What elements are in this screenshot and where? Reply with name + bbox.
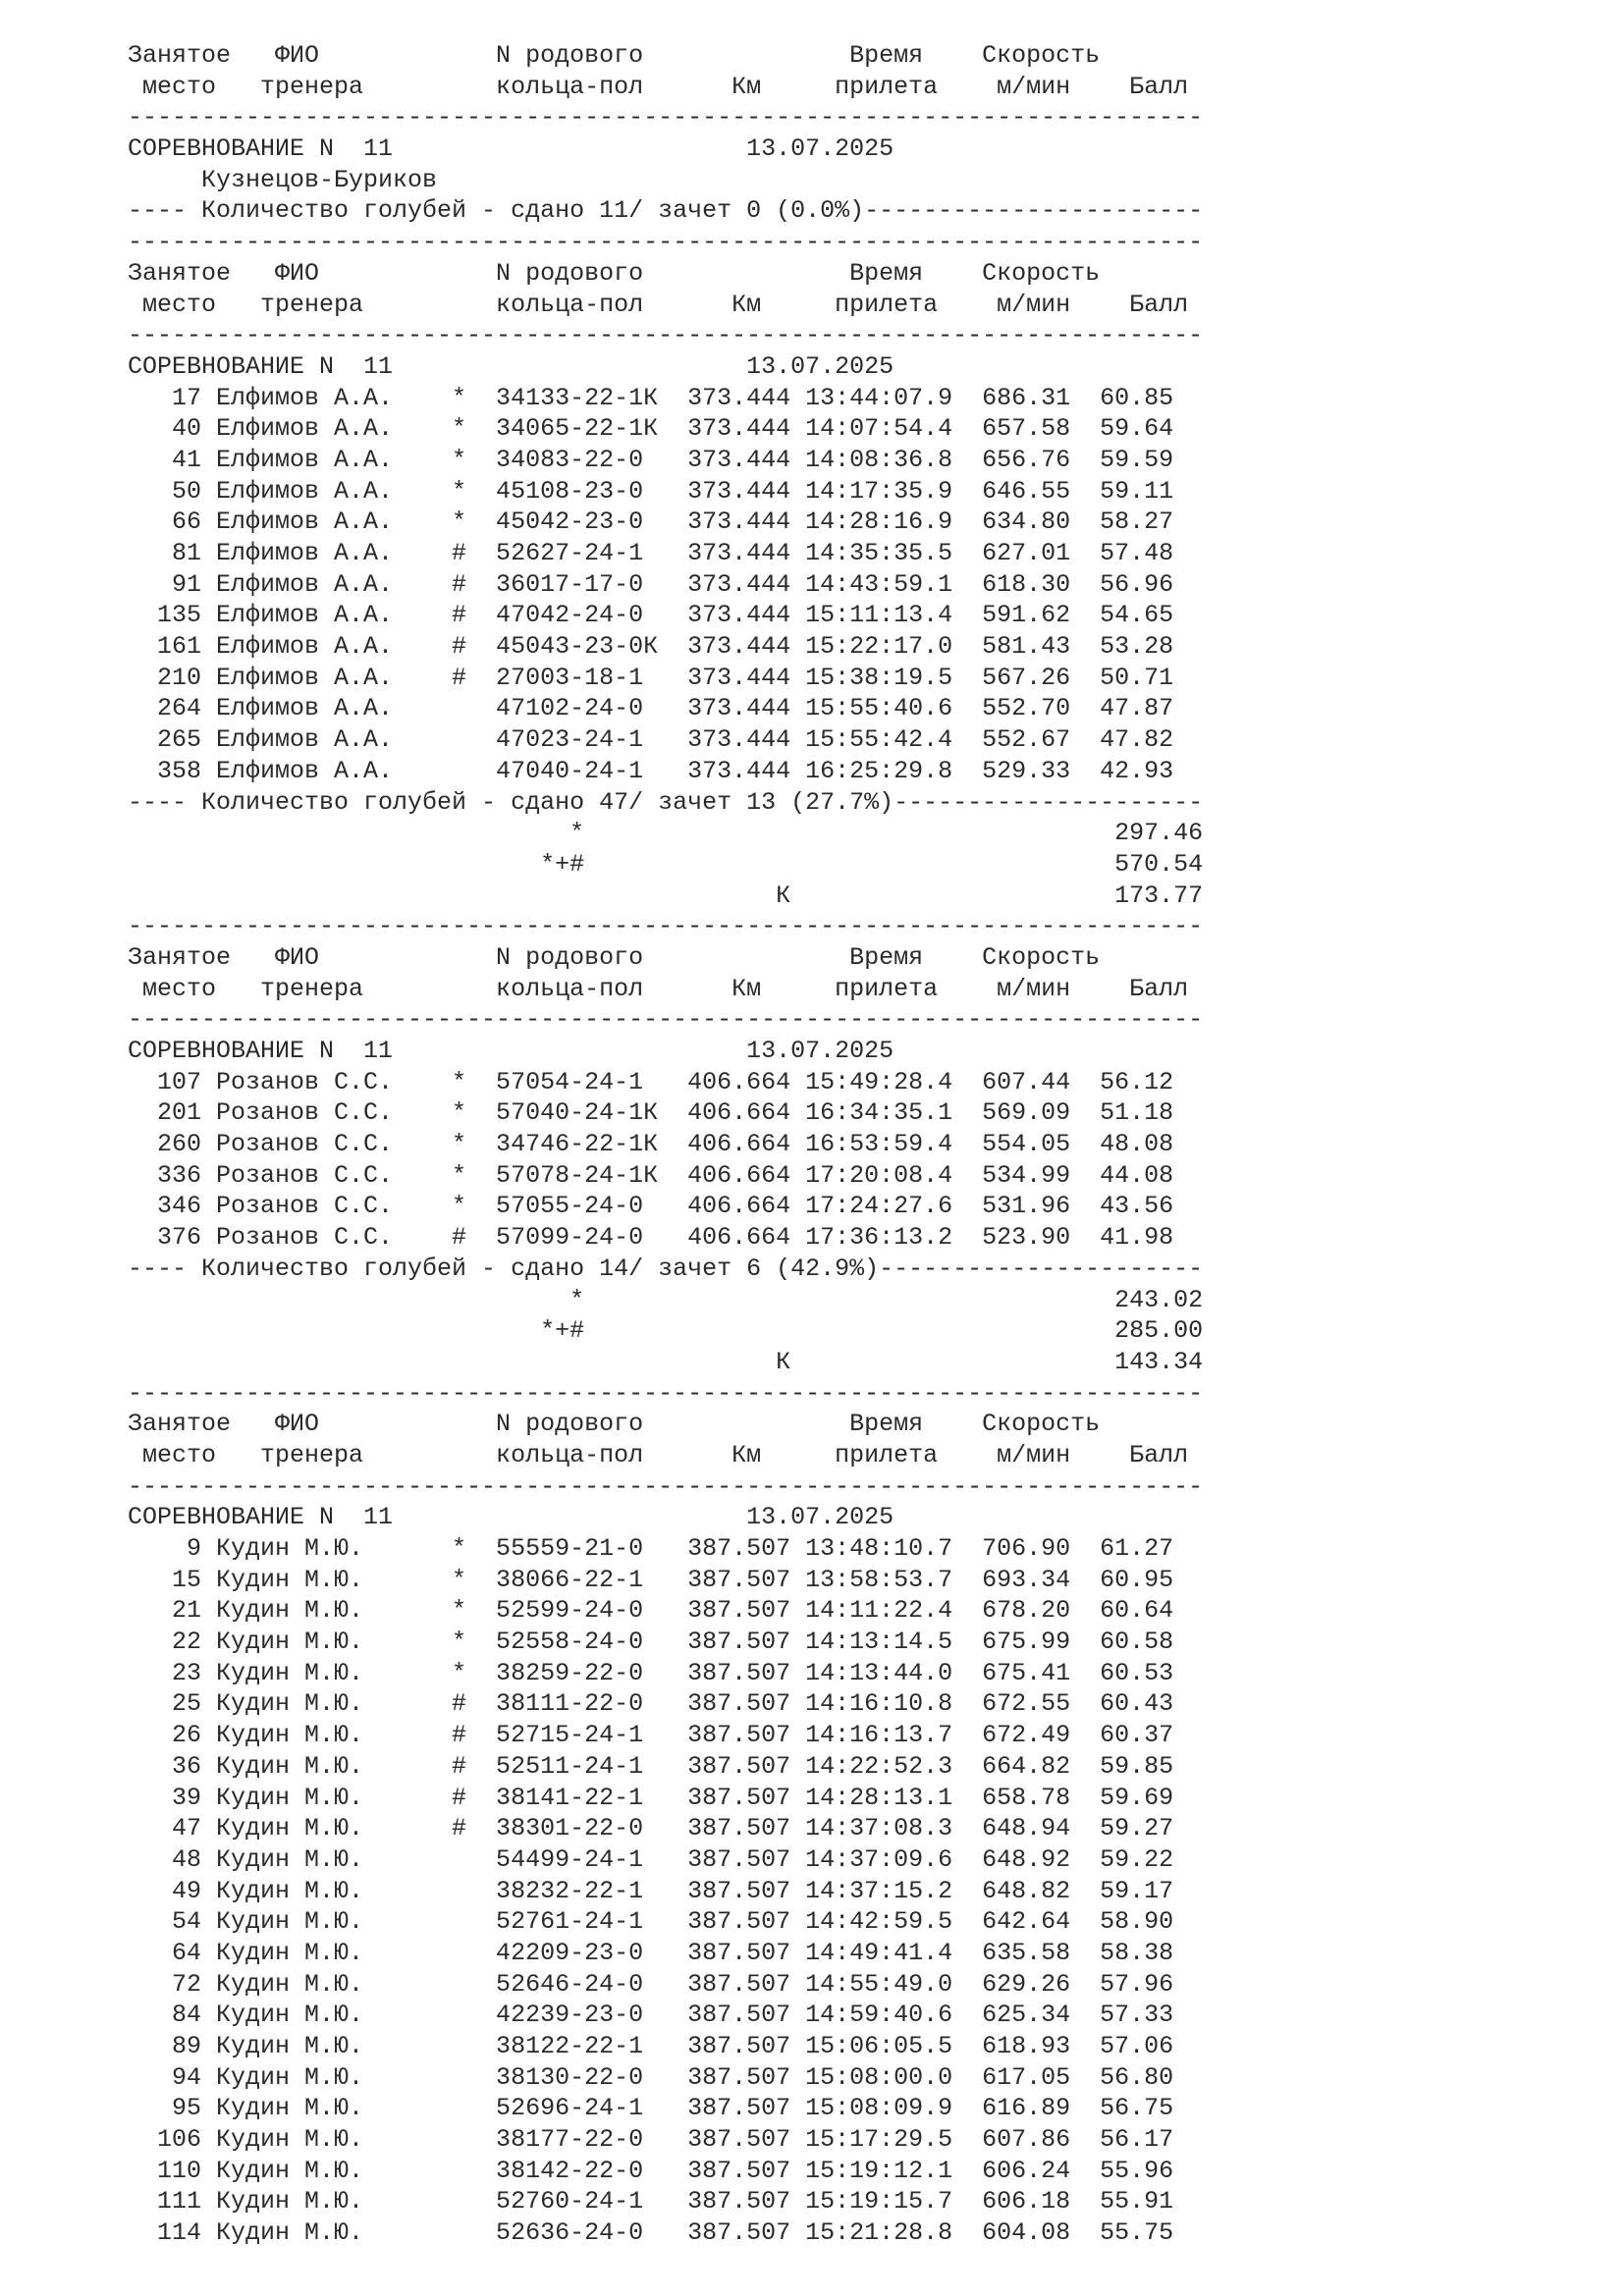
total-row: *+# 285.00 [128, 1316, 1204, 1346]
header-row-1: Занятое ФИО N родового Время Скорость [128, 1410, 1101, 1439]
competition-title: СОРЕВНОВАНИЕ N 11 13.07.2025 [128, 351, 894, 381]
separator: ------------------------------------------------------------------------- [128, 321, 1204, 350]
result-row: 54 Кудин М.Ю. 52761-24-1 387.507 14:42:59.5 642.64 58.90 [128, 1907, 1174, 1937]
result-row: 336 Розанов С.С. * 57078-24-1К 406.664 17:20:08.4 534.99 44.08 [128, 1160, 1174, 1190]
team-name: Кузнецов-Буриков [128, 165, 438, 194]
separator: ------------------------------------------------------------------------- [128, 228, 1204, 257]
total-row: *+# 570.54 [128, 849, 1204, 879]
header-row-1: Занятое ФИО N родового Время Скорость [128, 258, 1101, 288]
result-row: 114 Кудин М.Ю. 52636-24-0 387.507 15:21:28.8 604.08 55.75 [128, 2218, 1174, 2248]
result-row: 264 Елфимов А.А. 47102-24-0 373.444 15:55:40.6 552.70 47.87 [128, 694, 1174, 723]
total-row: * 297.46 [128, 819, 1204, 848]
competition-title: СОРЕВНОВАНИЕ N 11 13.07.2025 [128, 1037, 894, 1065]
competition-title: СОРЕВНОВАНИЕ N 11 13.07.2025 [128, 134, 894, 164]
result-row: 66 Елфимов А.А. * 45042-23-0 373.444 14:28:16.9 634.80 58.27 [128, 507, 1174, 537]
competition-title: СОРЕВНОВАНИЕ N 11 13.07.2025 [128, 1503, 894, 1532]
result-row: 346 Розанов С.С. * 57055-24-0 406.664 17:24:27.6 531.96 43.56 [128, 1192, 1174, 1221]
result-row: 110 Кудин М.Ю. 38142-22-0 387.507 15:19:12.1 606.24 55.96 [128, 2156, 1174, 2185]
results-report [128, 40, 1203, 2249]
result-row: 95 Кудин М.Ю. 52696-24-1 387.507 15:08:09.9 616.89 56.75 [128, 2094, 1174, 2123]
result-row: 135 Елфимов А.А. # 47042-24-0 373.444 15:11:13.4 591.62 54.65 [128, 601, 1174, 630]
result-row: 89 Кудин М.Ю. 38122-22-1 387.507 15:06:05.5 618.93 57.06 [128, 2032, 1174, 2060]
result-row: 48 Кудин М.Ю. 54499-24-1 387.507 14:37:09.6 648.92 59.22 [128, 1844, 1174, 1874]
header-row-2: место тренера кольца-пол Км прилета м/мин Балл [128, 974, 1189, 1003]
header-row-2: место тренера кольца-пол Км прилета м/мин Балл [128, 290, 1189, 319]
separator: ------------------------------------------------------------------------- [128, 103, 1204, 133]
summary-line: ---- Количество голубей - сдано 11/ зачет 0 (0.0%)----------------------- [128, 196, 1204, 226]
result-row: 47 Кудин М.Ю. # 38301-22-0 387.507 14:37:08.3 648.94 59.27 [128, 1814, 1174, 1843]
total-row: К 143.34 [128, 1347, 1204, 1376]
summary-line: ---- Количество голубей - сдано 14/ зачет 6 (42.9%)---------------------- [128, 1254, 1204, 1283]
result-row: 36 Кудин М.Ю. # 52511-24-1 387.507 14:22:52.3 664.82 59.85 [128, 1751, 1174, 1781]
header-row-1: Занятое ФИО N родового Время Скорость [128, 942, 1101, 972]
result-row: 41 Елфимов А.А. * 34083-22-0 373.444 14:08:36.8 656.76 59.59 [128, 445, 1174, 474]
result-row: 39 Кудин М.Ю. # 38141-22-1 387.507 14:28:13.1 658.78 59.69 [128, 1783, 1174, 1812]
header-row-2: место тренера кольца-пол Км прилета м/мин Балл [128, 72, 1189, 101]
result-row: 358 Елфимов А.А. 47040-24-1 373.444 16:25:29.8 529.33 42.93 [128, 756, 1174, 785]
result-row: 17 Елфимов А.А. * 34133-22-1К 373.444 13:44:07.9 686.31 60.85 [128, 383, 1174, 412]
result-row: 106 Кудин М.Ю. 38177-22-0 387.507 15:17:29.5 607.86 56.17 [128, 2125, 1174, 2155]
summary-line: ---- Количество голубей - сдано 47/ зачет 13 (27.7%)--------------------- [128, 787, 1204, 817]
result-row: 265 Елфимов А.А. 47023-24-1 373.444 15:55:42.4 552.67 47.82 [128, 725, 1174, 755]
result-row: 40 Елфимов А.А. * 34065-22-1К 373.444 14:07:54.4 657.58 59.64 [128, 414, 1174, 444]
header-row-2: место тренера кольца-пол Км прилета м/мин Балл [128, 1440, 1189, 1469]
result-row: 91 Елфимов А.А. # 36017-17-0 373.444 14:43:59.1 618.30 56.96 [128, 569, 1174, 599]
result-row: 22 Кудин М.Ю. * 52558-24-0 387.507 14:13:14.5 675.99 60.58 [128, 1628, 1174, 1657]
result-row: 15 Кудин М.Ю. * 38066-22-1 387.507 13:58:53.7 693.34 60.95 [128, 1565, 1174, 1594]
result-row: 21 Кудин М.Ю. * 52599-24-0 387.507 14:11:22.4 678.20 60.64 [128, 1596, 1174, 1626]
result-row: 161 Елфимов А.А. # 45043-23-0К 373.444 15:22:17.0 581.43 53.28 [128, 632, 1174, 662]
result-row: 26 Кудин М.Ю. # 52715-24-1 387.507 14:16:13.7 672.49 60.37 [128, 1721, 1174, 1750]
header-row-1: Занятое ФИО N родового Время Скорость [128, 41, 1101, 70]
separator: ------------------------------------------------------------------------- [128, 1378, 1204, 1408]
result-row: 84 Кудин М.Ю. 42239-23-0 387.507 14:59:40.6 625.34 57.33 [128, 2001, 1174, 2030]
result-row: 72 Кудин М.Ю. 52646-24-0 387.507 14:55:49.0 629.26 57.96 [128, 1969, 1174, 1999]
result-row: 64 Кудин М.Ю. 42209-23-0 387.507 14:49:41.4 635.58 58.38 [128, 1938, 1174, 1967]
result-row: 94 Кудин М.Ю. 38130-22-0 387.507 15:08:00.0 617.05 56.80 [128, 2062, 1174, 2092]
total-row: * 243.02 [128, 1285, 1204, 1314]
result-row: 260 Розанов С.С. * 34746-22-1К 406.664 16:53:59.4 554.05 48.08 [128, 1130, 1174, 1159]
result-row: 210 Елфимов А.А. # 27003-18-1 373.444 15:38:19.5 567.26 50.71 [128, 663, 1174, 692]
result-row: 49 Кудин М.Ю. 38232-22-1 387.507 14:37:15.2 648.82 59.17 [128, 1876, 1174, 1905]
result-row: 23 Кудин М.Ю. * 38259-22-0 387.507 14:13:44.0 675.41 60.53 [128, 1658, 1174, 1687]
separator: ------------------------------------------------------------------------- [128, 1005, 1204, 1035]
result-row: 107 Розанов С.С. * 57054-24-1 406.664 15:49:28.4 607.44 56.12 [128, 1067, 1174, 1096]
result-row: 201 Розанов С.С. * 57040-24-1К 406.664 16:34:35.1 569.09 51.18 [128, 1098, 1174, 1128]
result-row: 9 Кудин М.Ю. * 55559-21-0 387.507 13:48:10.7 706.90 61.27 [128, 1534, 1174, 1563]
separator: ------------------------------------------------------------------------- [128, 1471, 1204, 1501]
result-row: 81 Елфимов А.А. # 52627-24-1 373.444 14:35:35.5 627.01 57.48 [128, 539, 1174, 567]
separator: ------------------------------------------------------------------------- [128, 912, 1204, 941]
result-row: 376 Розанов С.С. # 57099-24-0 406.664 17:36:13.2 523.90 41.98 [128, 1223, 1174, 1253]
result-row: 111 Кудин М.Ю. 52760-24-1 387.507 15:19:15.7 606.18 55.91 [128, 2187, 1174, 2216]
total-row: К 173.77 [128, 881, 1204, 910]
result-row: 50 Елфимов А.А. * 45108-23-0 373.444 14:17:35.9 646.55 59.11 [128, 476, 1174, 506]
result-row: 25 Кудин М.Ю. # 38111-22-0 387.507 14:16:10.8 672.55 60.43 [128, 1689, 1174, 1719]
